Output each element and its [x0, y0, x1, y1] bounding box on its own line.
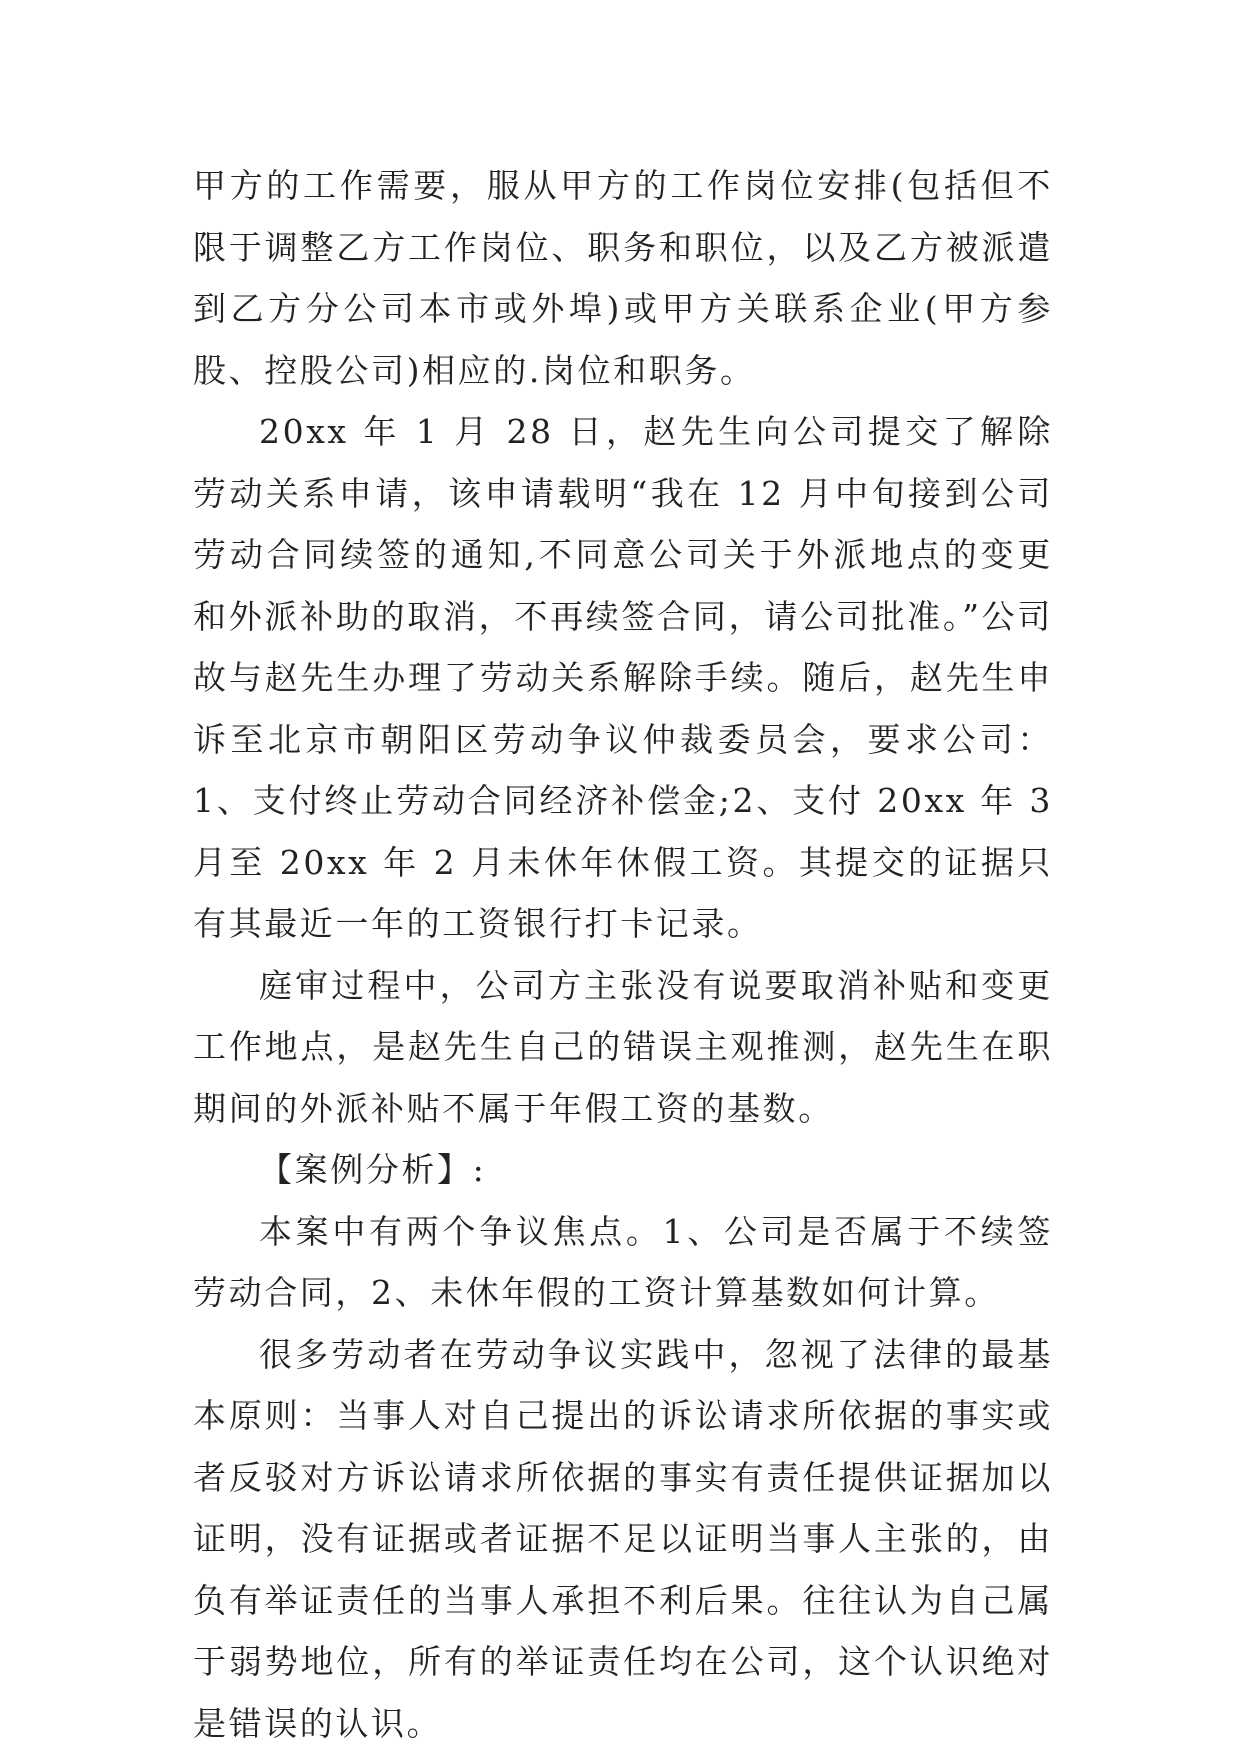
paragraph-court-hearing: 庭审过程中，公司方主张没有说要取消补贴和变更工作地点，是赵先生自己的错误主观推测，赵先生在职期间的外派补贴不属于年假工资的基数。	[193, 965, 1053, 1128]
paragraph-termination-request: 20xx 年 1 月 28 日，赵先生向公司提交了解除劳动关系申请，该申请载明“我在 12 月中旬接到公司劳动合同续签的通知,不同意公司关于外派地点的变更和外派补助的取消，不再续签合同，请公司批准。”公司故与赵先生办理了劳动关系解除手续。随后，赵先生申诉至北京市朝阳区劳动争议仲裁委员会，要求公司：1、支付终止劳动合同经济补偿金;2、支付 20xx 年 3 月至 20xx 年 2 月未休年休假工资。其提交的证据只有其最近一年的工资银行打卡记录。	[193, 412, 1053, 943]
document-body	[193, 155, 1053, 1754]
paragraph-continued-duties: 甲方的工作需要，服从甲方的工作岗位安排(包括但不限于调整乙方工作岗位、职务和职位，以及乙方被派遣到乙方分公司本市或外埠)或甲方关联系企业(甲方参股、控股公司)相应的.岗位和职务。	[193, 166, 1053, 390]
paragraph-burden-of-proof: 很多劳动者在劳动争议实践中，忽视了法律的最基本原则：当事人对自己提出的诉讼请求所依据的事实或者反驳对方诉讼请求所依据的事实有责任提供证据加以证明，没有证据或者证据不足以证明当事人主张的，由负有举证责任的当事人承担不利后果。往往认为自己属于弱势地位，所有的举证责任均在公司，这个认识绝对是错误的认识。	[193, 1334, 1053, 1743]
paragraph-dispute-focus: 本案中有两个争议焦点。1、公司是否属于不续签劳动合同，2、未休年假的工资计算基数如何计算。	[193, 1211, 1053, 1312]
section-heading-case-analysis: 【案例分析】:	[259, 1150, 487, 1189]
